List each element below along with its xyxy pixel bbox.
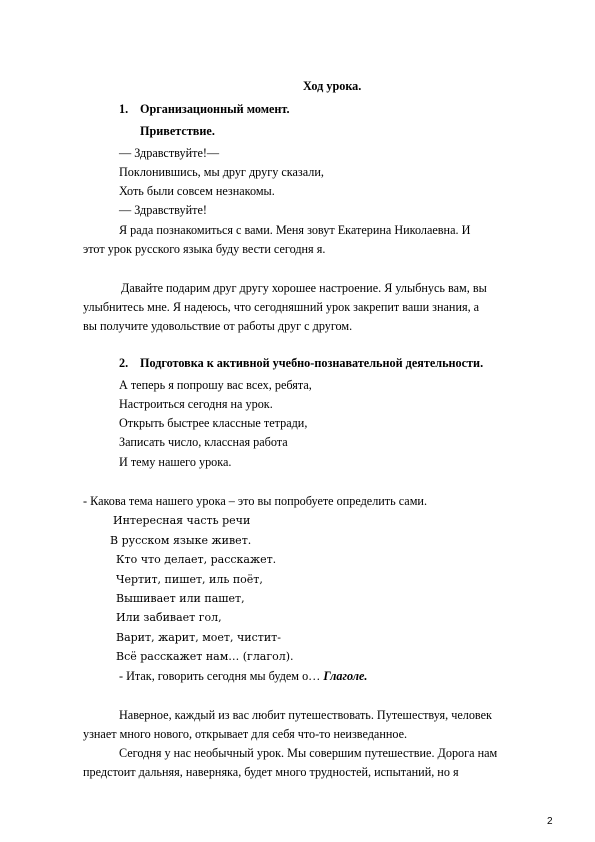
greeting-line: — Здравствуйте!— — [119, 146, 220, 160]
section-2-heading — [119, 355, 483, 371]
prep-line: Открыть быстрее классные тетради, — [119, 416, 308, 430]
greeting-line: Поклонившись, мы друг другу сказали, — [119, 165, 324, 179]
poem-line: Интересная часть речи — [113, 514, 251, 527]
section-1-subheading: Приветствие. — [140, 124, 215, 138]
poem-line: В русском языке живет. — [110, 534, 252, 547]
poem-line: Всё расскажет нам… (глагол). — [116, 650, 294, 663]
greeting-line: Хоть были совсем незнакомы. — [119, 184, 275, 198]
prep-line: Настроиться сегодня на урок. — [119, 397, 273, 411]
poem-line: Вышивает или пашет, — [116, 592, 245, 605]
intro-line: этот урок русского языка буду вести сегодня я. — [83, 242, 326, 256]
prep-line: Записать число, классная работа — [119, 435, 288, 449]
greeting-line: — Здравствуйте! — [119, 203, 207, 217]
lesson-title: Ход урока. — [303, 79, 362, 93]
prep-line: А теперь я попрошу вас всех, ребята, — [119, 378, 312, 392]
poem-line: Варит, жарит, моет, чистит- — [116, 631, 281, 644]
intro-line: Я рада познакомиться с вами. Меня зовут Екатерина Николаевна. И — [119, 223, 471, 237]
travel-line: Сегодня у нас необычный урок. Мы совершим путешествие. Дорога нам — [119, 746, 498, 760]
page-number: 2 — [547, 816, 553, 827]
conclusion-keyword: Глаголе. — [323, 669, 368, 683]
mood-line: вы получите удовольствие от работы друг с другом. — [83, 319, 353, 333]
poem-line: Чертит, пишет, иль поёт, — [116, 573, 263, 586]
section-1-heading — [119, 101, 290, 117]
section-1-title: Организационный момент. — [140, 102, 290, 116]
travel-line: предстоит дальняя, наверняка, будет много трудностей, испытаний, но я — [83, 765, 459, 779]
section-1-number: 1. — [119, 102, 129, 116]
section-2-title: Подготовка к активной учебно-познавательной деятельности. — [140, 356, 484, 370]
mood-line: Давайте подарим друг другу хорошее настроение. Я улыбнусь вам, вы — [121, 281, 487, 295]
mood-line: улыбнитесь мне. Я надеюсь, что сегодняшний урок закрепит ваши знания, а — [83, 300, 480, 314]
poem-line: Кто что делает, расскажет. — [116, 553, 277, 566]
conclusion-text: - Итак, говорить сегодня мы будем о… — [119, 669, 321, 683]
travel-line: узнает много нового, открывает для себя что-то неизведанное. — [83, 727, 408, 741]
topic-conclusion — [119, 668, 367, 684]
section-2-number: 2. — [119, 356, 129, 370]
topic-question: - Какова тема нашего урока – это вы попробуете определить сами. — [83, 494, 427, 508]
poem-line: Или забивает гол, — [116, 611, 222, 624]
prep-line: И тему нашего урока. — [119, 455, 232, 469]
travel-line: Наверное, каждый из вас любит путешествовать. Путешествуя, человек — [119, 708, 492, 722]
